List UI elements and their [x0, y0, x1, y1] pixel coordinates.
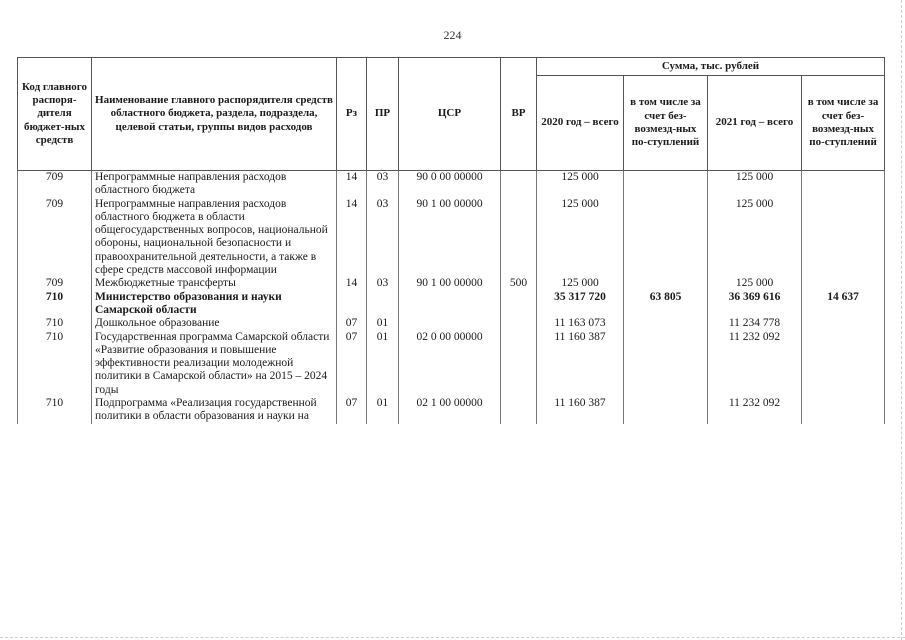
cell-2020-total: 11 160 387: [537, 397, 624, 424]
table-body: [18, 171, 885, 424]
table-row: [18, 277, 885, 290]
header-vr: ВР: [501, 58, 537, 171]
table-row: [18, 198, 885, 278]
cell-name: Подпрограмма «Реализация государственной политики в области образования и науки на: [92, 397, 337, 424]
cell-name: Государственная программа Самарской области «Развитие образования и повышение эффективности реализации молодежной политики в Самарской области» на 2015 – 2024 годы: [92, 331, 337, 397]
cell-2021-gratuitous: [802, 397, 885, 424]
cell-code: 710: [18, 397, 92, 424]
header-pr: ПР: [367, 58, 399, 171]
cell-2020-total: 125 000: [537, 171, 624, 198]
cell-2020-total: 35 317 720: [537, 291, 624, 318]
cell-2021-gratuitous: [802, 331, 885, 397]
table-header: [18, 58, 885, 171]
header-sum-group: Сумма, тыс. рублей: [537, 58, 885, 76]
cell-vr: [501, 171, 537, 198]
cell-code: 709: [18, 198, 92, 278]
cell-pr: 01: [367, 397, 399, 424]
cell-name: Дошкольное образование: [92, 317, 337, 330]
cell-name: Непрограммные направления расходов областного бюджета в области общегосударственных вопросов, национальной обороны, национальной безопасности и правоохранительной деятельности, а также в сфере средств массовой информации: [92, 198, 337, 278]
scan-edge-right: [900, 0, 902, 640]
cell-rz: 07: [337, 397, 367, 424]
cell-csr: [399, 291, 501, 318]
cell-rz: 14: [337, 277, 367, 290]
cell-rz: 07: [337, 317, 367, 330]
cell-2020-total: 11 160 387: [537, 331, 624, 397]
cell-code: 709: [18, 171, 92, 198]
cell-2021-total: 125 000: [708, 171, 802, 198]
cell-name: Межбюджетные трансферты: [92, 277, 337, 290]
cell-name: Министерство образования и науки Самарской области: [92, 291, 337, 318]
header-2020-gratuitous: в том числе за счет без-возмезд-ных по-ступлений: [624, 76, 708, 171]
cell-pr: [367, 291, 399, 318]
cell-2021-total: 11 232 092: [708, 397, 802, 424]
cell-2020-gratuitous: 63 805: [624, 291, 708, 318]
cell-vr: [501, 317, 537, 330]
cell-csr: 02 1 00 00000: [399, 397, 501, 424]
cell-2021-total: 11 234 778: [708, 317, 802, 330]
cell-2020-gratuitous: [624, 171, 708, 198]
cell-pr: 03: [367, 277, 399, 290]
cell-rz: [337, 291, 367, 318]
cell-rz: 14: [337, 198, 367, 278]
cell-2021-total: 125 000: [708, 277, 802, 290]
header-2020-total: 2020 год – всего: [537, 76, 624, 171]
cell-vr: [501, 291, 537, 318]
cell-2021-gratuitous: [802, 198, 885, 278]
cell-2020-total: 11 163 073: [537, 317, 624, 330]
cell-pr: 01: [367, 317, 399, 330]
header-name: Наименование главного распорядителя средств областного бюджета, раздела, подраздела, целевой статьи, группы видов расходов: [92, 58, 337, 171]
cell-2020-gratuitous: [624, 331, 708, 397]
cell-2020-gratuitous: [624, 397, 708, 424]
cell-2021-gratuitous: [802, 317, 885, 330]
table-row: [18, 331, 885, 397]
table-row: [18, 317, 885, 330]
header-csr: ЦСР: [399, 58, 501, 171]
cell-csr: 90 1 00 00000: [399, 198, 501, 278]
cell-code: 709: [18, 277, 92, 290]
cell-2021-total: 125 000: [708, 198, 802, 278]
cell-vr: [501, 331, 537, 397]
cell-2020-gratuitous: [624, 317, 708, 330]
cell-2021-total: 11 232 092: [708, 331, 802, 397]
header-2021-gratuitous: в том числе за счет без-возмезд-ных по-ступлений: [802, 76, 885, 171]
cell-2021-total: 36 369 616: [708, 291, 802, 318]
cell-2021-gratuitous: 14 637: [802, 291, 885, 318]
cell-csr: [399, 317, 501, 330]
budget-table: [17, 57, 885, 424]
cell-2020-total: 125 000: [537, 277, 624, 290]
cell-vr: [501, 198, 537, 278]
table-row: [18, 291, 885, 318]
header-code: Код главного распоря-дителя бюджет-ных средств: [18, 58, 92, 171]
cell-pr: 03: [367, 171, 399, 198]
cell-code: 710: [18, 317, 92, 330]
cell-2021-gratuitous: [802, 277, 885, 290]
cell-csr: 90 0 00 00000: [399, 171, 501, 198]
cell-2020-gratuitous: [624, 198, 708, 278]
cell-2021-gratuitous: [802, 171, 885, 198]
cell-csr: 90 1 00 00000: [399, 277, 501, 290]
table-row: [18, 397, 885, 424]
page-number: 224: [443, 28, 462, 42]
cell-csr: 02 0 00 00000: [399, 331, 501, 397]
cell-rz: 14: [337, 171, 367, 198]
cell-2020-gratuitous: [624, 277, 708, 290]
cell-code: 710: [18, 291, 92, 318]
header-rz: Рз: [337, 58, 367, 171]
header-2021-total: 2021 год – всего: [708, 76, 802, 171]
cell-vr: [501, 397, 537, 424]
cell-rz: 07: [337, 331, 367, 397]
cell-name: Непрограммные направления расходов областного бюджета: [92, 171, 337, 198]
cell-2020-total: 125 000: [537, 198, 624, 278]
cell-vr: 500: [501, 277, 537, 290]
table-row: [18, 171, 885, 198]
cell-pr: 03: [367, 198, 399, 278]
cell-code: 710: [18, 331, 92, 397]
scan-edge-bottom: [0, 636, 905, 638]
cell-pr: 01: [367, 331, 399, 397]
